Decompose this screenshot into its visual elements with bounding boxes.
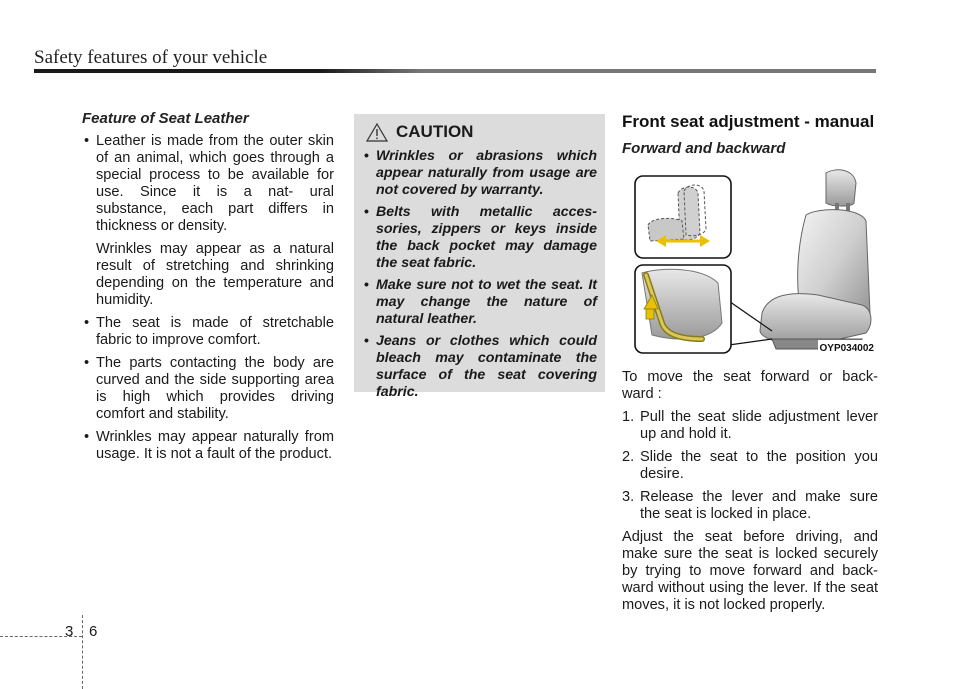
bullet-paragraph: • The seat is made of stretchable fabric to improve comfort. — [96, 315, 334, 348]
list-item — [622, 409, 878, 443]
leather-bullet-list — [82, 133, 334, 463]
list-item: • Wrinkles or abrasions which appear naturally from usage are not covered by warranty. — [364, 148, 597, 199]
bullet-paragraph: • Leather is made from the outer skin of an animal, which goes through a special process to be available for use. Since it is a nat- ural substance, each part differs in thickness or density. — [96, 133, 334, 234]
list-item — [82, 355, 334, 423]
left-column — [82, 110, 334, 469]
list-item: • Make sure not to wet the seat. It may change the nature of natural leather. — [364, 277, 597, 328]
step-text: Release the lever and make sure the seat is locked in place. — [640, 489, 878, 522]
page-header-title: Safety features of your vehicle — [34, 47, 268, 68]
step-text: Pull the seat slide adjustment lever up and hold it. — [640, 409, 878, 442]
list-item — [622, 449, 878, 483]
seat-illustration — [622, 163, 878, 359]
list-item — [82, 429, 334, 463]
seat-slide-inset — [635, 176, 731, 258]
instruction-steps — [622, 409, 878, 523]
step-number: 3. — [622, 489, 635, 505]
caution-box — [354, 114, 605, 400]
chapter-number: 3 — [65, 623, 74, 640]
subsection-heading: Forward and backward — [622, 140, 786, 157]
figure-code: OYP034002 — [818, 340, 877, 357]
instruction-intro: To move the seat forward or back- ward : — [622, 369, 878, 402]
list-item — [82, 315, 334, 349]
header-rule — [34, 69, 876, 73]
caution-list — [364, 148, 597, 401]
bullet-paragraph: • Wrinkles may appear naturally from usage. It is not a fault of the product. — [96, 429, 334, 462]
seat-adjustment-figure — [622, 163, 878, 359]
footer-divider-vertical — [82, 615, 83, 689]
list-item — [82, 133, 334, 309]
seat-main-graphic — [760, 170, 871, 349]
list-item: • Jeans or clothes which could bleach may contaminate the surface of the seat covering fabric. — [364, 333, 597, 401]
lever-detail-inset — [635, 265, 731, 353]
section-heading-leather: Feature of Seat Leather — [82, 110, 249, 127]
list-item — [622, 489, 878, 523]
bullet-paragraph: Wrinkles may appear as a natural result of stretching and shrinking depending on the temperature and humidity. — [96, 241, 334, 308]
closing-paragraph: Adjust the seat before driving, and make sure the seat is locked securely by trying to move forward and back- ward without using the lever. If the seat moves, it is not locked properly. — [622, 529, 878, 613]
step-text: Slide the seat to the position you desire. — [640, 449, 878, 482]
caution-header — [364, 122, 597, 142]
list-item: • Belts with metallic acces- sories, zippers or keys inside the back pocket may damage the seat fabric. — [364, 204, 597, 272]
section-heading-seat-adjustment: Front seat adjustment - manual — [622, 112, 875, 131]
bullet-paragraph: • The parts contacting the body are curved and the side supporting area is high which provides driving comfort and stability. — [96, 355, 334, 422]
step-number: 2. — [622, 449, 635, 465]
right-column — [622, 110, 878, 620]
caution-title: CAUTION — [396, 122, 474, 141]
warning-triangle-icon — [366, 123, 388, 142]
page-number: 6 — [89, 623, 98, 640]
step-number: 1. — [622, 409, 635, 425]
